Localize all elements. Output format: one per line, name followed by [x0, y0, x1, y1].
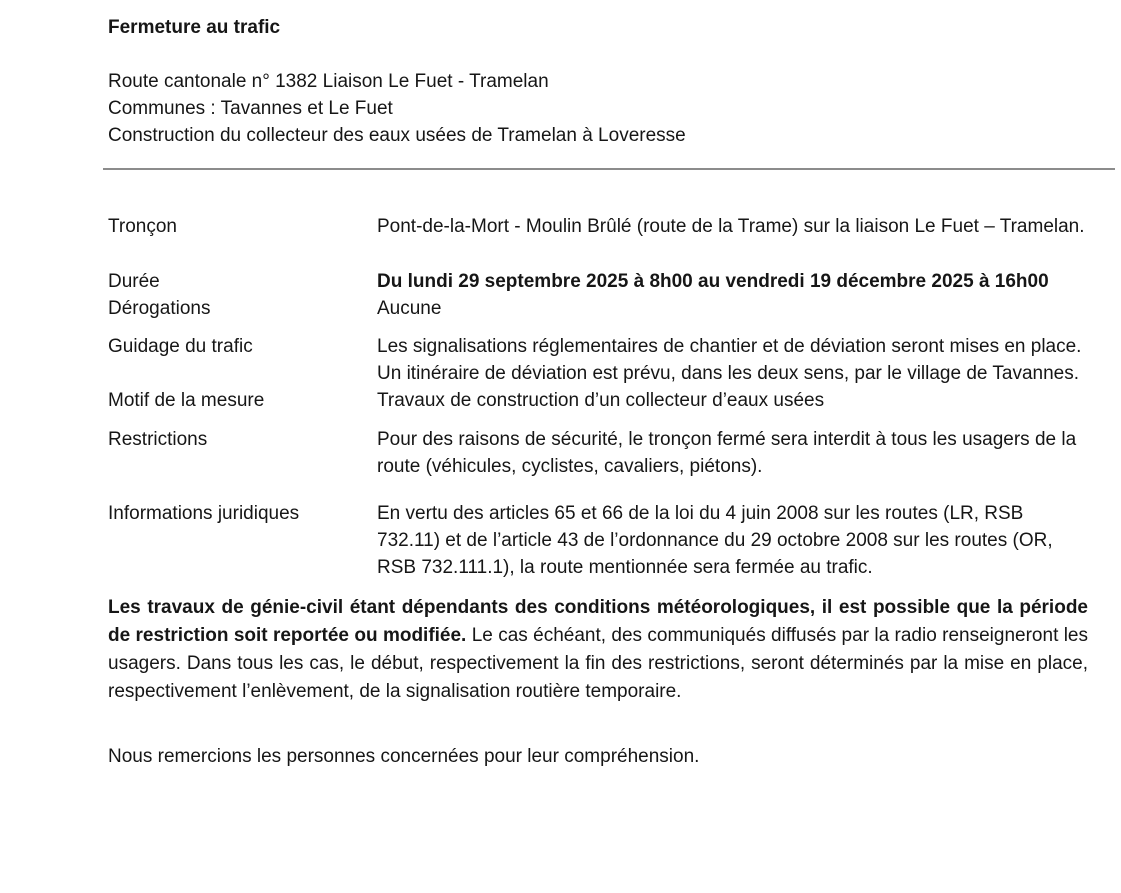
- row-value: [377, 295, 1086, 322]
- table-row-motif-de-la-mesure: [108, 387, 1086, 414]
- row-label: Informations juridiques: [108, 503, 300, 524]
- row-label: Tronçon: [108, 216, 177, 237]
- table-row-informations-juridiques: [108, 500, 1086, 581]
- communes-line: Communes : Tavannes et Le Fuet: [108, 98, 393, 119]
- row-value-paragraph: Du lundi 29 septembre 2025 à 8h00 au vendredi 19 décembre 2025 à 16h00: [377, 271, 1049, 292]
- row-label: Motif de la mesure: [108, 390, 265, 411]
- road-identification-line: Route cantonale n° 1382 Liaison Le Fuet - Tramelan: [108, 71, 549, 92]
- row-value-paragraph: Pont-de-la-Mort - Moulin Brûlé (route de la Trame) sur la liaison Le Fuet – Tramelan.: [377, 216, 1085, 237]
- weather-dependency-note: [108, 594, 1088, 706]
- row-label: Dérogations: [108, 298, 211, 319]
- table-row-guidage-du-trafic: [108, 333, 1086, 387]
- row-value-paragraph: Un itinéraire de déviation est prévu, dans les deux sens, par le village de Tavannes.: [377, 363, 1080, 384]
- row-label: Guidage du trafic: [108, 336, 253, 357]
- page-title: Fermeture au trafic: [108, 17, 281, 38]
- row-value-paragraph: Aucune: [377, 298, 442, 319]
- weather-note-bold-text: Les travaux de génie-civil étant dépendants des conditions météorologiques, il est possible que la période de restriction soit reportée ou modifiée.: [108, 597, 1088, 646]
- row-label: Durée: [108, 271, 160, 292]
- closing-thanks-line: Nous remercions les personnes concernées pour leur compréhension.: [108, 746, 700, 767]
- row-value-paragraph: Travaux de construction d’un collecteur d’eaux usées: [377, 390, 825, 411]
- table-row-troncon: [108, 213, 1086, 240]
- closure-details-table: [108, 213, 1086, 581]
- row-value: [377, 333, 1086, 387]
- row-value: [377, 213, 1086, 240]
- row-value-paragraph: Pour des raisons de sécurité, le tronçon fermé sera interdit à tous les usagers de la route (véhicules, cyclistes, cavaliers, piétons).: [377, 429, 1077, 477]
- row-value: [377, 268, 1086, 295]
- notice-subject-block: [108, 68, 1086, 149]
- row-value: [377, 387, 1086, 414]
- row-label: Restrictions: [108, 429, 208, 450]
- weather-note-regular-text: Le cas échéant, des communiqués diffusés par la radio renseigneront les usagers. Dans tous les cas, le début, respectivement la fin des restrictions, seront déterminés par la mise en place, respectivement l’enlèvement, de la signalisation routière temporaire.: [108, 625, 1089, 702]
- row-value: [377, 426, 1086, 480]
- horizontal-divider: [103, 168, 1115, 170]
- row-value-paragraph: Les signalisations réglementaires de chantier et de déviation seront mises en place.: [377, 336, 1082, 357]
- row-value-paragraph: En vertu des articles 65 et 66 de la loi du 4 juin 2008 sur les routes (LR, RSB 732.11) et de l’article 43 de l’ordonnance du 29 octobre 2008 sur les routes (OR, RSB 732.111.1), la route mentionnée sera fermée au trafic.: [377, 503, 1053, 578]
- table-row-derogations: [108, 295, 1086, 322]
- project-description-line: Construction du collecteur des eaux usées de Tramelan à Loveresse: [108, 125, 686, 146]
- row-value: [377, 500, 1086, 581]
- table-row-restrictions: [108, 426, 1086, 480]
- table-row-duree: [108, 268, 1086, 295]
